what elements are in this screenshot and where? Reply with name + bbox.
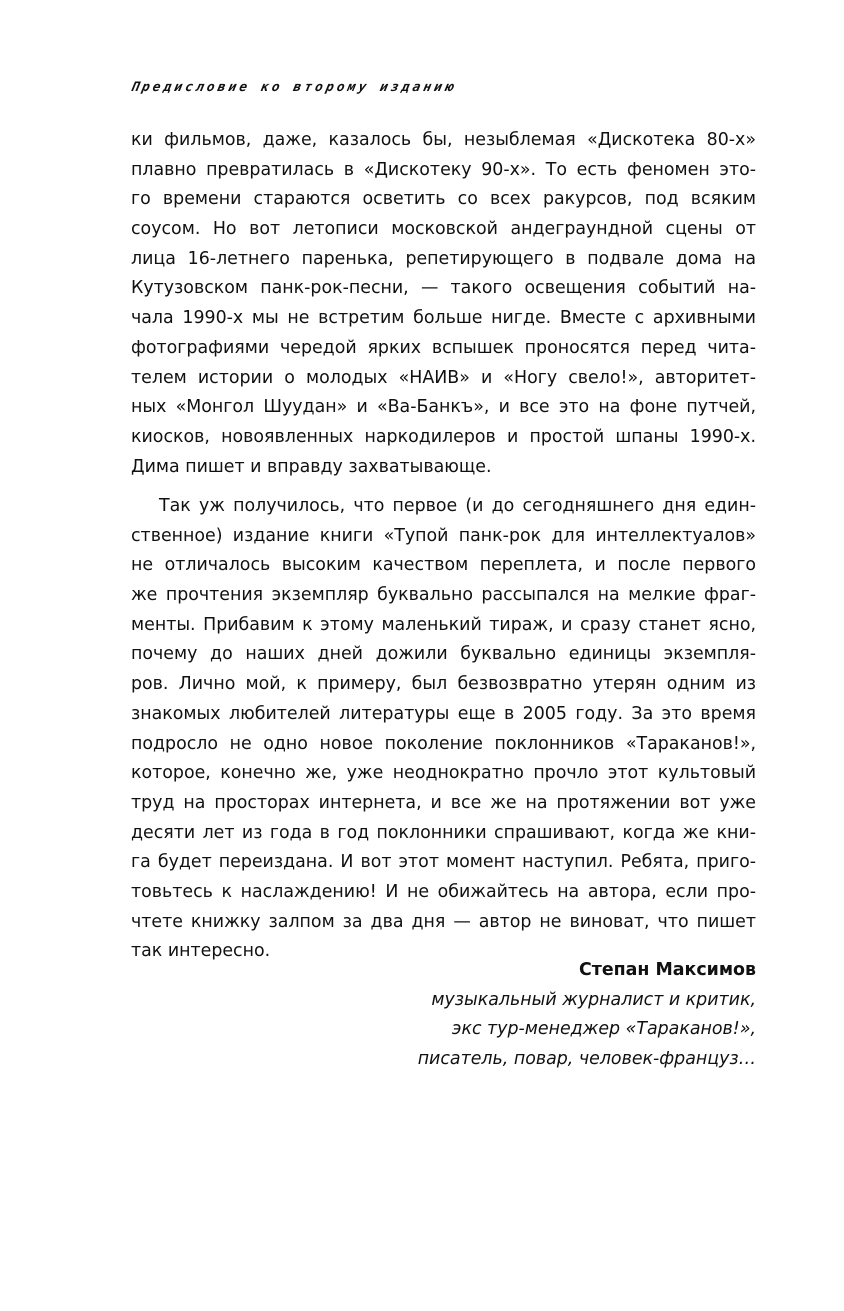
author-role: экс тур-менеджер «Тараканов!», bbox=[451, 1019, 756, 1039]
text-line: ки фильмов, даже, казалось бы, незыблемая «Дискотека 80-х» bbox=[131, 130, 756, 150]
text-line: чтете книжку залпом за два дня — автор не виноват, что пишет bbox=[131, 911, 756, 932]
text-line: так интересно. bbox=[131, 941, 271, 962]
text-line: ров. Лично мой, к примеру, был безвозвратно утерян одним из bbox=[131, 674, 756, 695]
text-line: га будет переиздана. И вот этот момент наступил. Ребята, приго- bbox=[131, 852, 756, 873]
text-line: Кутузовском панк-рок-песни, — такого освещения событий на- bbox=[131, 278, 756, 299]
text-line: киосков, новоявленных наркодилеров и простой шпаны 1990-х. bbox=[131, 426, 756, 447]
text-line: телем истории о молодых «НАИВ» и «Ногу свело!», авторитет- bbox=[131, 367, 756, 388]
text-line: же прочтения экземпляр буквально рассыпался на мелкие фраг- bbox=[131, 585, 756, 606]
author-name: Степан Максимов bbox=[579, 960, 756, 980]
running-head: Предисловие ко второму изданию bbox=[129, 80, 458, 95]
paragraph-2 bbox=[131, 492, 756, 967]
text-line: Так уж получилось, что первое (и до сегодняшнего дня един- bbox=[159, 496, 756, 516]
text-line: фотографиями чередой ярких вспышек проносятся перед чита- bbox=[131, 337, 756, 358]
signature bbox=[418, 956, 756, 1074]
text-line: соусом. Но вот летописи московской андеграундной сцены от bbox=[131, 219, 756, 240]
author-role: музыкальный журналист и критик, bbox=[431, 989, 756, 1010]
text-line: знакомых любителей литературы еще в 2005 году. За это время bbox=[131, 703, 756, 724]
text-line: не отличалось высоким качеством переплета, и после первого bbox=[131, 555, 756, 576]
text-line: лица 16-летнего паренька, репетирующего в подвале дома на bbox=[131, 248, 756, 269]
text-line: ных «Монгол Шуудан» и «Ва-Банкъ», и все это на фоне путчей, bbox=[131, 397, 756, 418]
text-line: плавно превратилась в «Дискотеку 90-х». То есть феномен это- bbox=[131, 159, 756, 180]
text-line: почему до наших дней дожили буквально единицы экземпля- bbox=[131, 644, 756, 665]
paragraph-1 bbox=[131, 126, 756, 482]
text-line: менты. Прибавим к этому маленький тираж, и сразу станет ясно, bbox=[131, 614, 756, 635]
text-line: чала 1990-х мы не встретим больше нигде. Вместе с архивными bbox=[131, 308, 756, 329]
text-line: товьтесь к наслаждению! И не обижайтесь на автора, если про- bbox=[131, 881, 756, 902]
text-line: подросло не одно новое поколение поклонников «Тараканов!», bbox=[131, 733, 756, 754]
text-line: го времени стараются осветить со всех ракурсов, под всяким bbox=[131, 189, 756, 210]
text-line: труд на просторах интернета, и все же на протяжении вот уже bbox=[131, 792, 756, 813]
text-line: ственное) издание книги «Тупой панк-рок для интеллектуалов» bbox=[131, 525, 756, 546]
text-line: которое, конечно же, уже неоднократно прочло этот культовый bbox=[131, 763, 756, 784]
author-role: писатель, повар, человек-француз… bbox=[417, 1048, 756, 1069]
text-line: Дима пишет и вправду захватывающе. bbox=[131, 456, 492, 477]
text-line: десяти лет из года в год поклонники спрашивают, когда же кни- bbox=[131, 822, 756, 843]
